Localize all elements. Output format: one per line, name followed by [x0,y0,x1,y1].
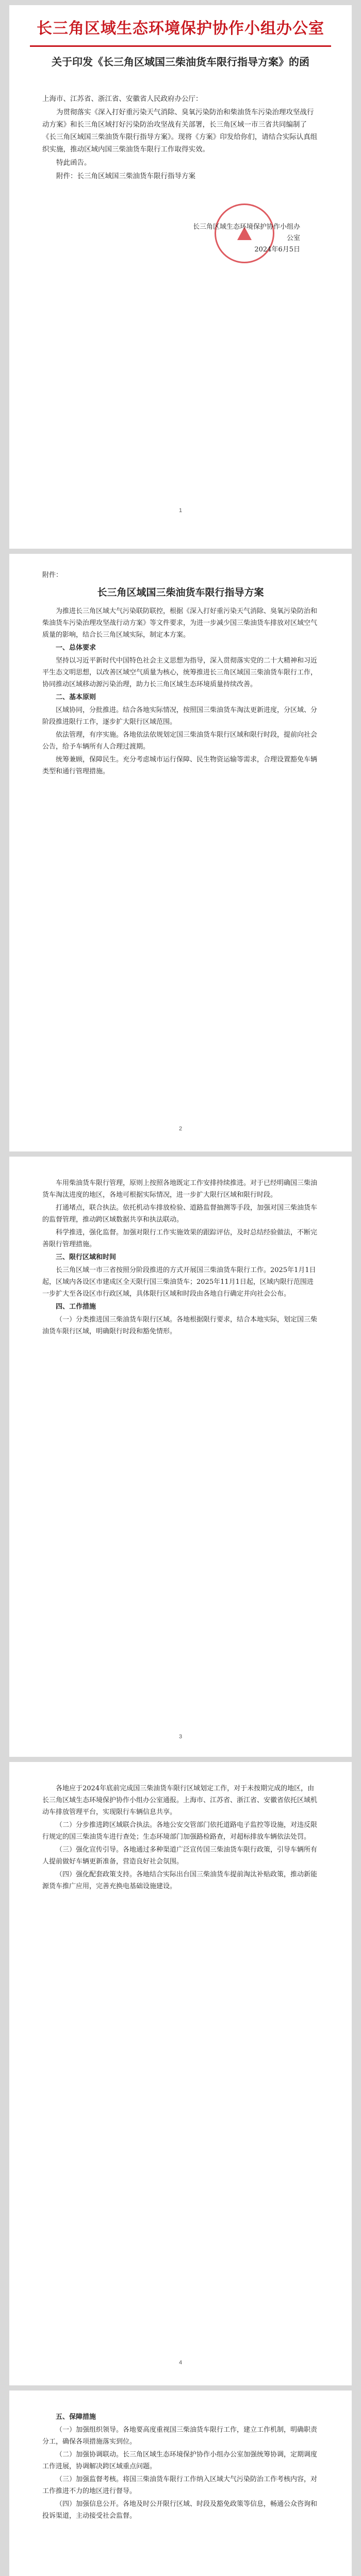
red-rule [30,45,331,47]
paragraph: （一）加强组织领导。各地要高度重视国三柴油货车限行工作，建立工作机制，明确职责分工，确保各项措施落实到位。 [42,2426,318,2446]
plan-body [42,1783,319,1893]
section-heading: 三、限行区域和时间 [56,1253,117,1261]
paragraph: 各地应于2024年底前完成国三柴油货车限行区域划定工作，对于未按期完成的地区，由长三角区域生态环境保护协作小组办公室通报。上海市、江苏省、浙江省、安徽省依托区域机动车排放管理平台，实现限行车辆信息共享。 [42,1785,318,1816]
page-3 [9,1157,352,1757]
letter-title: 关于印发《长三角区域国三柴油货车限行指导方案》的函 [52,56,309,68]
letter-paragraph: 为贯彻落实《深入打好重污染天气消除、臭氧污染防治和柴油货车污染治理攻坚战行动方案》和长三角区域打好污染防治攻坚战有关部署，长三角区域一市三省共同编制了《长三角区域国三柴油货车限行指导方案》。现将《方案》印发给你们，请结合实际认真组织实施，推动区域内国三柴油货车限行工作取得实效。 [42,108,318,154]
attachment-label: 附件： [42,571,63,579]
letter-paragraph: 特此函告。 [56,159,91,167]
section-heading: 五、保障措施 [56,2413,96,2421]
paragraph: 坚持以习近平新时代中国特色社会主义思想为指导，深入贯彻落实党的二十大精神和习近平生态文明思想，以改善区域空气质量为核心，统筹推进长三角区域国三柴油货车限行工作，协同推动区域移动源污染治理，助力长三角区域生态环境质量持续改善。 [42,657,318,688]
sign-date: 2024年6月5日 [254,246,300,253]
page-1 [9,5,352,549]
paragraph: （三）强化宣传引导。各地通过多种渠道广泛宣传国三柴油货车限行政策，引导车辆所有人提前做好车辆更新准备，营造良好社会氛围。 [42,1846,318,1866]
page-5 [9,2391,352,2576]
plan-body [42,605,319,778]
paragraph: 统筹兼顾，保障民生。充分考虑城市运行保障、民生物资运输等需求，合理设置豁免车辆类型和通行管理措施。 [42,756,318,775]
page-number: 3 [178,1734,183,1740]
paragraph: 区域协同，分批推进。结合各地实际情况，按照国三柴油货车淘汰更新进度，分区域、分阶段推进限行工作，逐步扩大限行区域范围。 [42,706,318,726]
paragraph: （四）加强信息公开。各地及时公开限行区域、时段及豁免政策等信息，畅通公众咨询和投诉渠道，主动接受社会监督。 [42,2500,318,2520]
signature-block [187,222,300,256]
red-header: 长三角区域生态环境保护协作小组办公室 [37,20,324,38]
recipients: 上海市、江苏省、浙江省、安徽省人民政府办公厅： [42,95,203,103]
attachment-line: 附件：长三角区域国三柴油货车限行指导方案 [56,172,195,180]
paragraph: 依法管理，有序实施。各地依法依规划定国三柴油货车限行区域和限行时段，提前向社会公告，给予车辆所有人合理过渡期。 [42,731,318,751]
page-4 [9,1762,352,2385]
plan-title: 长三角区域国三柴油货车限行指导方案 [97,587,264,598]
paragraph: 车用柴油货车限行管理，原则上按照各地既定工作安排持续推进。对于已经明确国三柴油货车淘汰进度的地区，各地可根据实际情况，进一步扩大限行区域和限行时段。 [42,1179,318,1199]
section-heading: 一、总体要求 [56,644,96,652]
page-number: 4 [178,2360,183,2366]
paragraph: 打通堵点，联合执法。依托机动车排放检验、道路监督抽测等手段，加强对国三柴油货车的监督管理，推动跨区域数据共享和执法联动。 [42,1204,318,1224]
paragraph: 科学推进，强化监督。加强对限行工作实施效果的跟踪评估，及时总结经验做法，不断完善限行管理措施。 [42,1229,318,1248]
paragraph: （四）强化配套政策支持。各地结合实际出台国三柴油货车提前淘汰补贴政策，推动新能源货车推广应用，完善充换电基础设施建设。 [42,1871,318,1890]
section-heading: 二、基本原则 [56,693,96,701]
paragraph: （一）分类推进国三柴油货车限行区域。各地根据限行要求，结合本地实际，划定国三柴油货车限行区域，明确限行时段和豁免情形。 [42,1316,318,1335]
signer: 长三角区域生态环境保护协作小组办公室 [192,223,300,242]
paragraph: 为推进长三角区域大气污染联防联控，根据《深入打好重污染天气消除、臭氧污染防治和柴油货车污染治理攻坚战行动方案》等文件要求，为进一步减少国三柴油货车排放对区域空气质量的影响，结合长三角区域实际，制定本方案。 [42,607,318,639]
section-heading: 四、工作措施 [56,1303,96,1311]
plan-body [42,1177,319,1338]
paragraph: （二）加强协调联动。长三角区域生态环境保护协作小组办公室加强统筹协调，定期调度工作进展，协调解决跨区域重点问题。 [42,2451,318,2470]
page-2 [9,554,352,1151]
paragraph: 长三角区域一市三省按照分阶段推进的方式开展国三柴油货车限行工作。2025年1月1日起，区域内各设区市建成区全天限行国三柴油货车；2025年11月1日起，区域内限行范围进一步扩大至各设区市行政区域，具体限行区域和时段由各地自行确定并向社会公布。 [42,1266,316,1298]
letter-body [42,93,319,183]
page-number: 1 [178,507,183,514]
paragraph: （二）分步推进跨区域联合执法。各地公安交管部门依托道路电子监控等设施，对违反限行规定的国三柴油货车进行查处；生态环境部门加强路检路查，对超标排放车辆依法处罚。 [42,1821,318,1841]
page-number: 2 [178,1126,183,1132]
plan-body [42,2411,319,2523]
paragraph: （三）加强监督考核。将国三柴油货车限行工作纳入区域大气污染防治工作考核内容，对工作推进不力的地区进行督导。 [42,2476,318,2495]
